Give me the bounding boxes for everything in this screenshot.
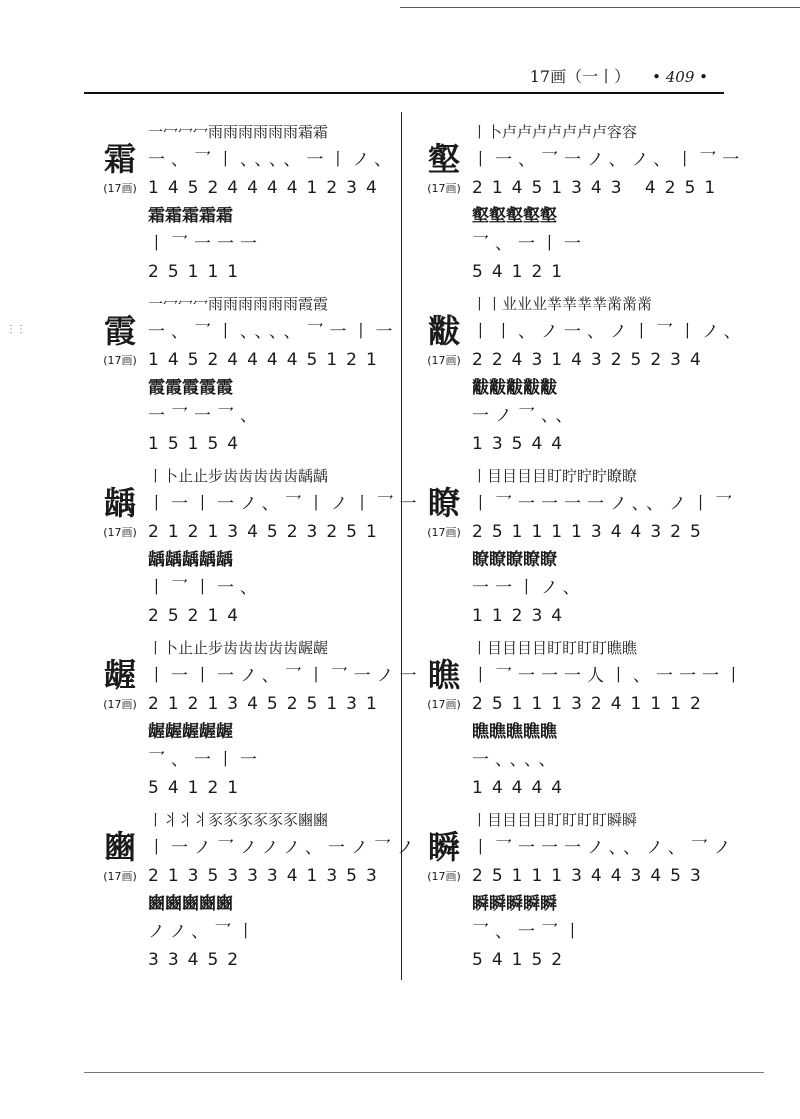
stroke-stage-row: 丨丬丬丬豕豕豕豕豕豕豳豳: [148, 811, 329, 829]
stroke-order-block: [148, 806, 438, 974]
stroke-stage-row-2: 霜霜霜霜霜: [148, 206, 233, 226]
stroke-number-row-2: 13544: [472, 434, 572, 454]
stroke-sequence-row: 一、乛丨、、、、一丨ノ、: [148, 150, 398, 170]
stroke-sequence-row-2: 一一丨ノ、: [472, 578, 586, 598]
stroke-number-row-2: 25111: [148, 262, 248, 282]
stroke-sequence-row-2: 乛、一乛丨: [472, 922, 587, 942]
stroke-number-row: 251113241112: [472, 694, 710, 714]
stroke-sequence-row-2: 丨乛丨一、: [148, 578, 263, 598]
stroke-number-row-2: 33452: [148, 950, 248, 970]
stroke-number-row-2: 25214: [148, 606, 248, 626]
stroke-sequence-row-2: 乛、一丨一: [472, 234, 587, 254]
head-character-block: [420, 656, 468, 712]
stroke-stage-row-2: 龌龌龌龌龌: [148, 722, 233, 742]
character-entry: [96, 462, 436, 634]
stroke-count: (17画): [103, 526, 137, 539]
stroke-sequence-row-2: 丨乛一一一: [148, 234, 263, 254]
stroke-sequence-row: 丨一丨一ノ、乛丨ノ丨乛一: [148, 494, 423, 514]
stroke-stage-row: 丨卜止止步齿齿齿齿齿龌龌: [148, 639, 329, 657]
stroke-count: (17画): [427, 526, 461, 539]
head-character-block: [420, 828, 468, 884]
stroke-count: (17画): [427, 870, 461, 883]
stroke-stage-row: 丨卜卢卢卢卢卢卢卢容容: [472, 123, 638, 141]
stroke-number-row: 145244445121: [148, 350, 386, 370]
stroke-stage-row-2: 霞霞霞霞霞: [148, 378, 233, 398]
stroke-sequence-row: 一、乛丨、、、、乛一丨一: [148, 322, 399, 342]
stroke-order-block: [148, 290, 438, 458]
stroke-stage-row: 丨目目目目盯盯盯盯瞧瞧: [472, 639, 638, 657]
stroke-sequence-row: 丨乛一一一一ノ、、ノ丨乛: [472, 494, 739, 514]
stroke-number-row-2: 54121: [472, 262, 572, 282]
stroke-number-row-2: 54121: [148, 778, 248, 798]
stroke-number-row: 251113443453: [472, 866, 710, 886]
stroke-number-row: 213533341353: [148, 866, 386, 886]
stroke-stage-row: 一冖冖冖雨雨雨雨雨雨霞霞: [148, 295, 329, 313]
stroke-stage-row-2: 瞧瞧瞧瞧瞧: [472, 722, 557, 742]
stroke-number-row-2: 11234: [472, 606, 572, 626]
stroke-count: (17画): [103, 698, 137, 711]
stroke-number-row-2: 54152: [472, 950, 572, 970]
character-entry: [96, 118, 436, 290]
head-character-block: [96, 656, 144, 712]
stroke-stage-row: 丨卜止止步齿齿齿齿齿龋龋: [148, 467, 329, 485]
head-character-block: [96, 140, 144, 196]
page-header: [530, 64, 708, 87]
stroke-count: (17画): [427, 698, 461, 711]
stroke-count: (17画): [427, 354, 461, 367]
character-entry: [96, 806, 436, 978]
character-entry: [96, 290, 436, 462]
character-entry: [420, 118, 760, 290]
head-character-block: [96, 828, 144, 884]
head-character: 龋: [103, 484, 136, 522]
stroke-stage-row: 一冖冖冖雨雨雨雨雨雨霜霜: [148, 123, 329, 141]
stroke-number-row: 21451343 4251: [472, 178, 725, 198]
page-number: • 409 •: [652, 68, 708, 86]
stroke-sequence-row-2: 一ノ乛、、: [472, 406, 579, 426]
stroke-number-row-2: 14444: [472, 778, 572, 798]
head-character: 瞧: [427, 656, 460, 694]
stroke-order-block: [148, 634, 438, 802]
stroke-order-block: [472, 462, 762, 630]
stroke-order-block: [472, 290, 762, 458]
stroke-sequence-row: 丨一、乛一ノ、ノ、丨乛一: [472, 150, 746, 170]
stroke-number-row: 212134523251: [148, 522, 386, 542]
stroke-sequence-row-2: 一乛一乛、: [148, 406, 263, 426]
stroke-sequence-row: 丨一ノ乛ノノノ、一ノ乛ノ: [148, 838, 420, 858]
stroke-order-block: [472, 634, 762, 802]
head-character: 黻: [427, 312, 460, 350]
stroke-order-block: [472, 118, 762, 286]
head-character-block: [420, 484, 468, 540]
stroke-stage-row-2: 瞬瞬瞬瞬瞬: [472, 894, 557, 914]
stroke-order-block: [472, 806, 762, 974]
stroke-number-row: 251111344325: [472, 522, 710, 542]
character-entry: [420, 290, 760, 462]
stroke-number-row-2: 15154: [148, 434, 248, 454]
character-entry: [420, 634, 760, 806]
stroke-stage-row-2: 壑壑壑壑壑: [472, 206, 557, 226]
section-label: 17画（一丨）: [529, 67, 631, 86]
head-character: 霞: [103, 312, 136, 350]
head-character: 瞭: [427, 484, 460, 522]
stroke-stage-row-2: 黻黻黻黻黻: [472, 378, 557, 398]
stroke-stage-row-2: 豳豳豳豳豳: [148, 894, 233, 914]
header-rule: [84, 92, 724, 94]
stroke-number-row: 145244441234: [148, 178, 386, 198]
stroke-sequence-row: 丨乛一一一人丨、一一一丨: [472, 666, 748, 686]
stroke-order-block: [148, 462, 438, 630]
stroke-sequence-row: 丨乛一一一ノ、、ノ、乛ノ: [472, 838, 737, 858]
stroke-sequence-row: 丨丨、ノ一、ノ丨乛丨ノ、: [472, 322, 747, 342]
head-character-block: [96, 312, 144, 368]
stroke-stage-row-2: 龋龋龋龋龋: [148, 550, 233, 570]
stroke-stage-row-2: 瞭瞭瞭瞭瞭: [472, 550, 557, 570]
stroke-number-row: 224314325234: [472, 350, 710, 370]
character-entry: [96, 634, 436, 806]
stroke-count: (17画): [427, 182, 461, 195]
head-character: 霜: [103, 140, 136, 178]
head-character-block: [96, 484, 144, 540]
head-character: 龌: [103, 656, 136, 694]
stroke-stage-row: 丨目目目目盯盯盯盯瞬瞬: [472, 811, 638, 829]
stroke-sequence-row: 丨一丨一ノ、乛丨乛一ノ一: [148, 666, 423, 686]
stroke-count: (17画): [103, 354, 137, 367]
stroke-number-row: 212134525131: [148, 694, 386, 714]
head-character: 豳: [103, 828, 136, 866]
head-character: 瞬: [427, 828, 460, 866]
right-column: [420, 118, 760, 978]
head-character-block: [420, 312, 468, 368]
stroke-sequence-row-2: ノノ、乛丨: [148, 922, 261, 942]
stroke-count: (17画): [103, 182, 137, 195]
stroke-stage-row: 丨目目目目盯眝眝眝瞭瞭: [472, 467, 638, 485]
character-entry: [420, 462, 760, 634]
stroke-sequence-row-2: 一、、、、: [472, 750, 562, 770]
head-character: 壑: [427, 140, 460, 178]
stroke-order-block: [148, 118, 438, 286]
top-rule: [400, 7, 800, 8]
stroke-count: (17画): [103, 870, 137, 883]
stroke-sequence-row-2: 乛、一丨一: [148, 750, 263, 770]
head-character-block: [420, 140, 468, 196]
bottom-rule: [84, 1072, 764, 1073]
character-entry: [420, 806, 760, 978]
left-column: [96, 118, 436, 978]
stroke-stage-row: 丨丨业业业丵丵丵丵黹黹黹: [472, 295, 653, 313]
margin-mark: ⋮⋮: [6, 324, 26, 335]
